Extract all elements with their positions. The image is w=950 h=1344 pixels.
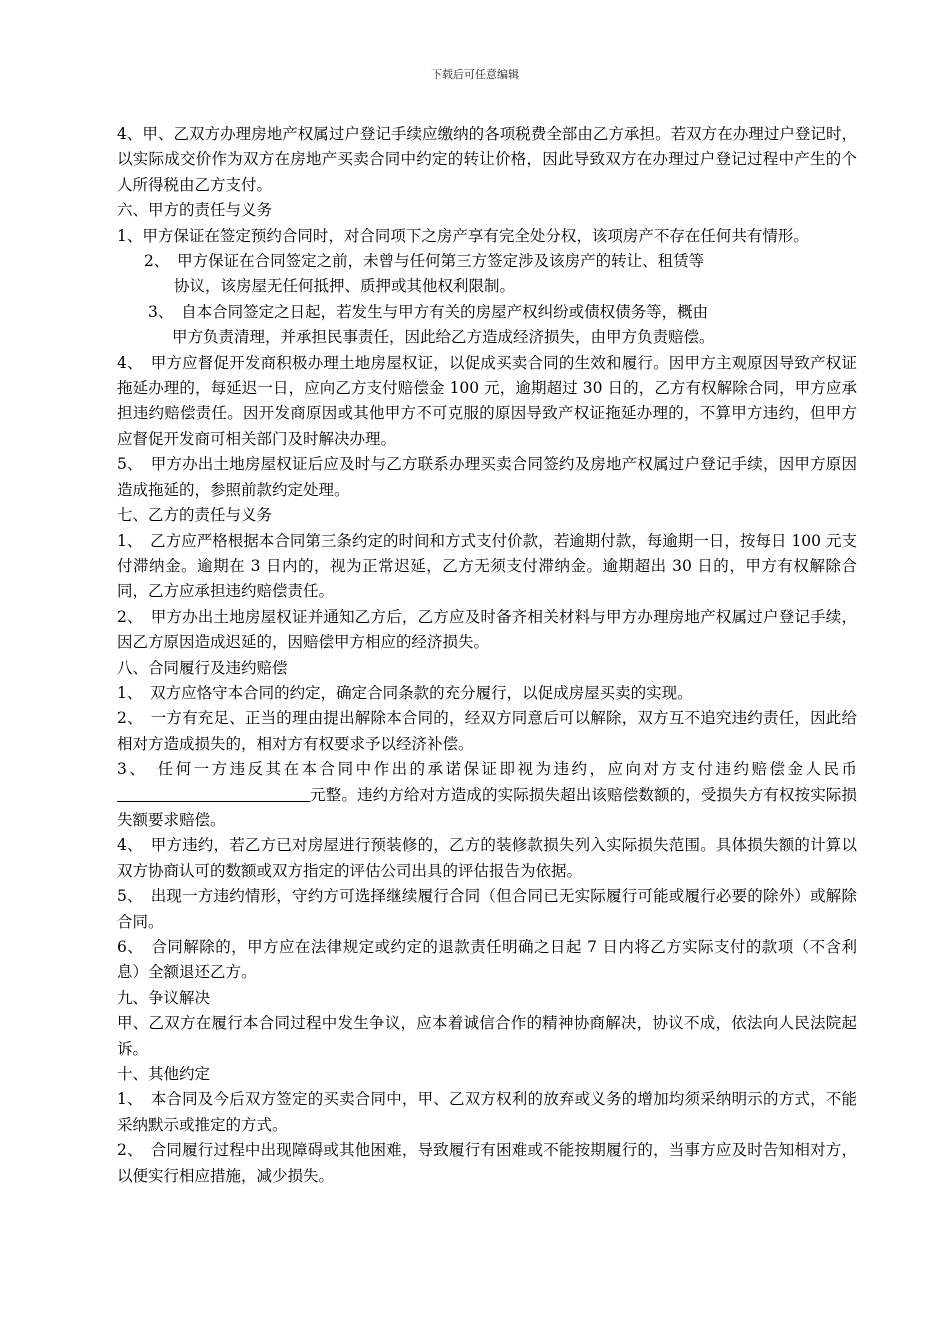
clause-7-2: 2、 甲方办出土地房屋权证并通知乙方后，乙方应及时备齐相关材料与甲方办理房地产权属过户登记手续，因乙方原因造成迟延的，因赔偿甲方相应的经济损失。 [117,607,857,652]
clause-6-3 [117,300,857,351]
clause-6-2 [117,249,857,300]
clause-6-2-line2: 协议，该房屋无任何抵押、质押或其他权利限制。 [174,277,516,296]
clause-8-6: 6、 合同解除的，甲方应在法律规定或约定的退款责任明确之日起 7 日内将乙方实际支付的款项（不含利息）全额退还乙方。 [117,938,857,982]
clause-6-2-line1: 2、 甲方保证在合同签定之前，未曾与任何第三方签定涉及该房产的转让、租赁等 [144,252,705,271]
clause-10-1: 1、 本合同及今后双方签定的买卖合同中，甲、乙双方权利的放弃或义务的增加均须采纳明示的方式，不能采纳默示或推定的方式。 [117,1090,857,1134]
clause-10-2: 2、 合同履行过程中出现障碍或其他困难，导致履行有困难或不能按期履行的，当事方应及时告知相对方，以便实行相应措施，减少损失。 [117,1141,857,1185]
amount-blank-line [117,785,310,802]
section-9-heading: 九、争议解决 [117,988,211,1007]
clause-8-2: 2、 一方有充足、正当的理由提出解除本合同的，经双方同意后可以解除，双方互不追究违约责任，因此给相对方造成损失的，相对方有权要求予以经济补偿。 [117,709,857,753]
section-8-heading: 八、合同履行及违约赔偿 [117,658,288,677]
section-7-heading: 七、乙方的责任与义务 [117,506,273,525]
clause-8-1: 1、 双方应恪守本合同的约定，确定合同条款的充分履行，以促成房屋买卖的实现。 [117,683,693,702]
clause-8-3 [117,757,857,833]
clause-5-4: 4、甲、乙双方办理房地产权属过户登记手续应缴纳的各项税费全部由乙方承担。若双方在办理过户登记时，以实际成交价作为双方在房地产买卖合同中约定的转让价格，因此导致双方在办理过户登记过程中产生的个人所得税由乙方支付。 [117,125,857,194]
clause-7-1: 1、 乙方应严格根据本合同第三条约定的时间和方式支付价款，若逾期付款，每逾期一日，按每日 100 元支付滞纳金。逾期在 3 日内的，视为正常迟延，乙方无须支付滞纳金。逾期超出 30 日的，甲方有权解除合同，乙方应承担违约赔偿责任。 [117,531,857,601]
clause-6-3-line2: 甲方负责清理，并承担民事责任，因此给乙方造成经济损失，由甲方负责赔偿。 [172,328,715,347]
section-10-heading: 十、其他约定 [117,1065,211,1084]
page-header-note: 下载后可任意编辑 [431,68,519,81]
clause-8-4: 4、 甲方违约，若乙方已对房屋进行预装修的，乙方的装修款损失列入实际损失范围。具体损失额的计算以双方协商认可的数额或双方指定的评估公司出具的评估报告为依据。 [117,836,857,880]
clause-6-5: 5、 甲方办出土地房屋权证后应及时与乙方联系办理买卖合同签约及房地产权属过户登记手续，因甲方原因造成拖延的，参照前款约定处理。 [117,455,857,499]
clause-6-4: 4、 甲方应督促开发商积极办理土地房屋权证，以促成买卖合同的生效和履行。因甲方主观原因导致产权证拖延办理的，每延迟一日，应向乙方支付赔偿金 100 元，逾期超过 30 日的，乙方有权解除合同，甲方应承担违约赔偿责任。因开发商原因或其他甲方不可克服的原因导致产权证拖延办理的，不算甲方违约，但甲方应督促开发商可相关部门及时解决办理。 [117,353,857,448]
clause-8-3-post: 元整。违约方给对方造成的实际损失超出该赔偿数额的，受损失方有权按实际损失额要求赔偿。 [117,785,857,829]
section-6-heading: 六、甲方的责任与义务 [117,201,273,220]
clause-8-5: 5、 出现一方违约情形，守约方可选择继续履行合同（但合同已无实际履行可能或履行必要的除外）或解除合同。 [117,887,857,931]
clause-6-1: 1、甲方保证在签定预约合同时，对合同项下之房产享有完全处分权，该项房产不存在任何共有情形。 [117,226,809,245]
clause-6-3-line1: 3、 自本合同签定之日起，若发生与甲方有关的房屋产权纠纷或债权债务等，概由 [148,302,709,321]
clause-8-3-pre: 3、 任何一方违反其在本合同中作出的承诺保证即视为违约，应向对方支付违约赔偿金人民币 [117,760,857,779]
contract-body [117,122,857,1189]
clause-9-1: 甲、乙双方在履行本合同过程中发生争议，应本着诚信合作的精神协商解决，协议不成，依法向人民法院起诉。 [117,1014,857,1058]
